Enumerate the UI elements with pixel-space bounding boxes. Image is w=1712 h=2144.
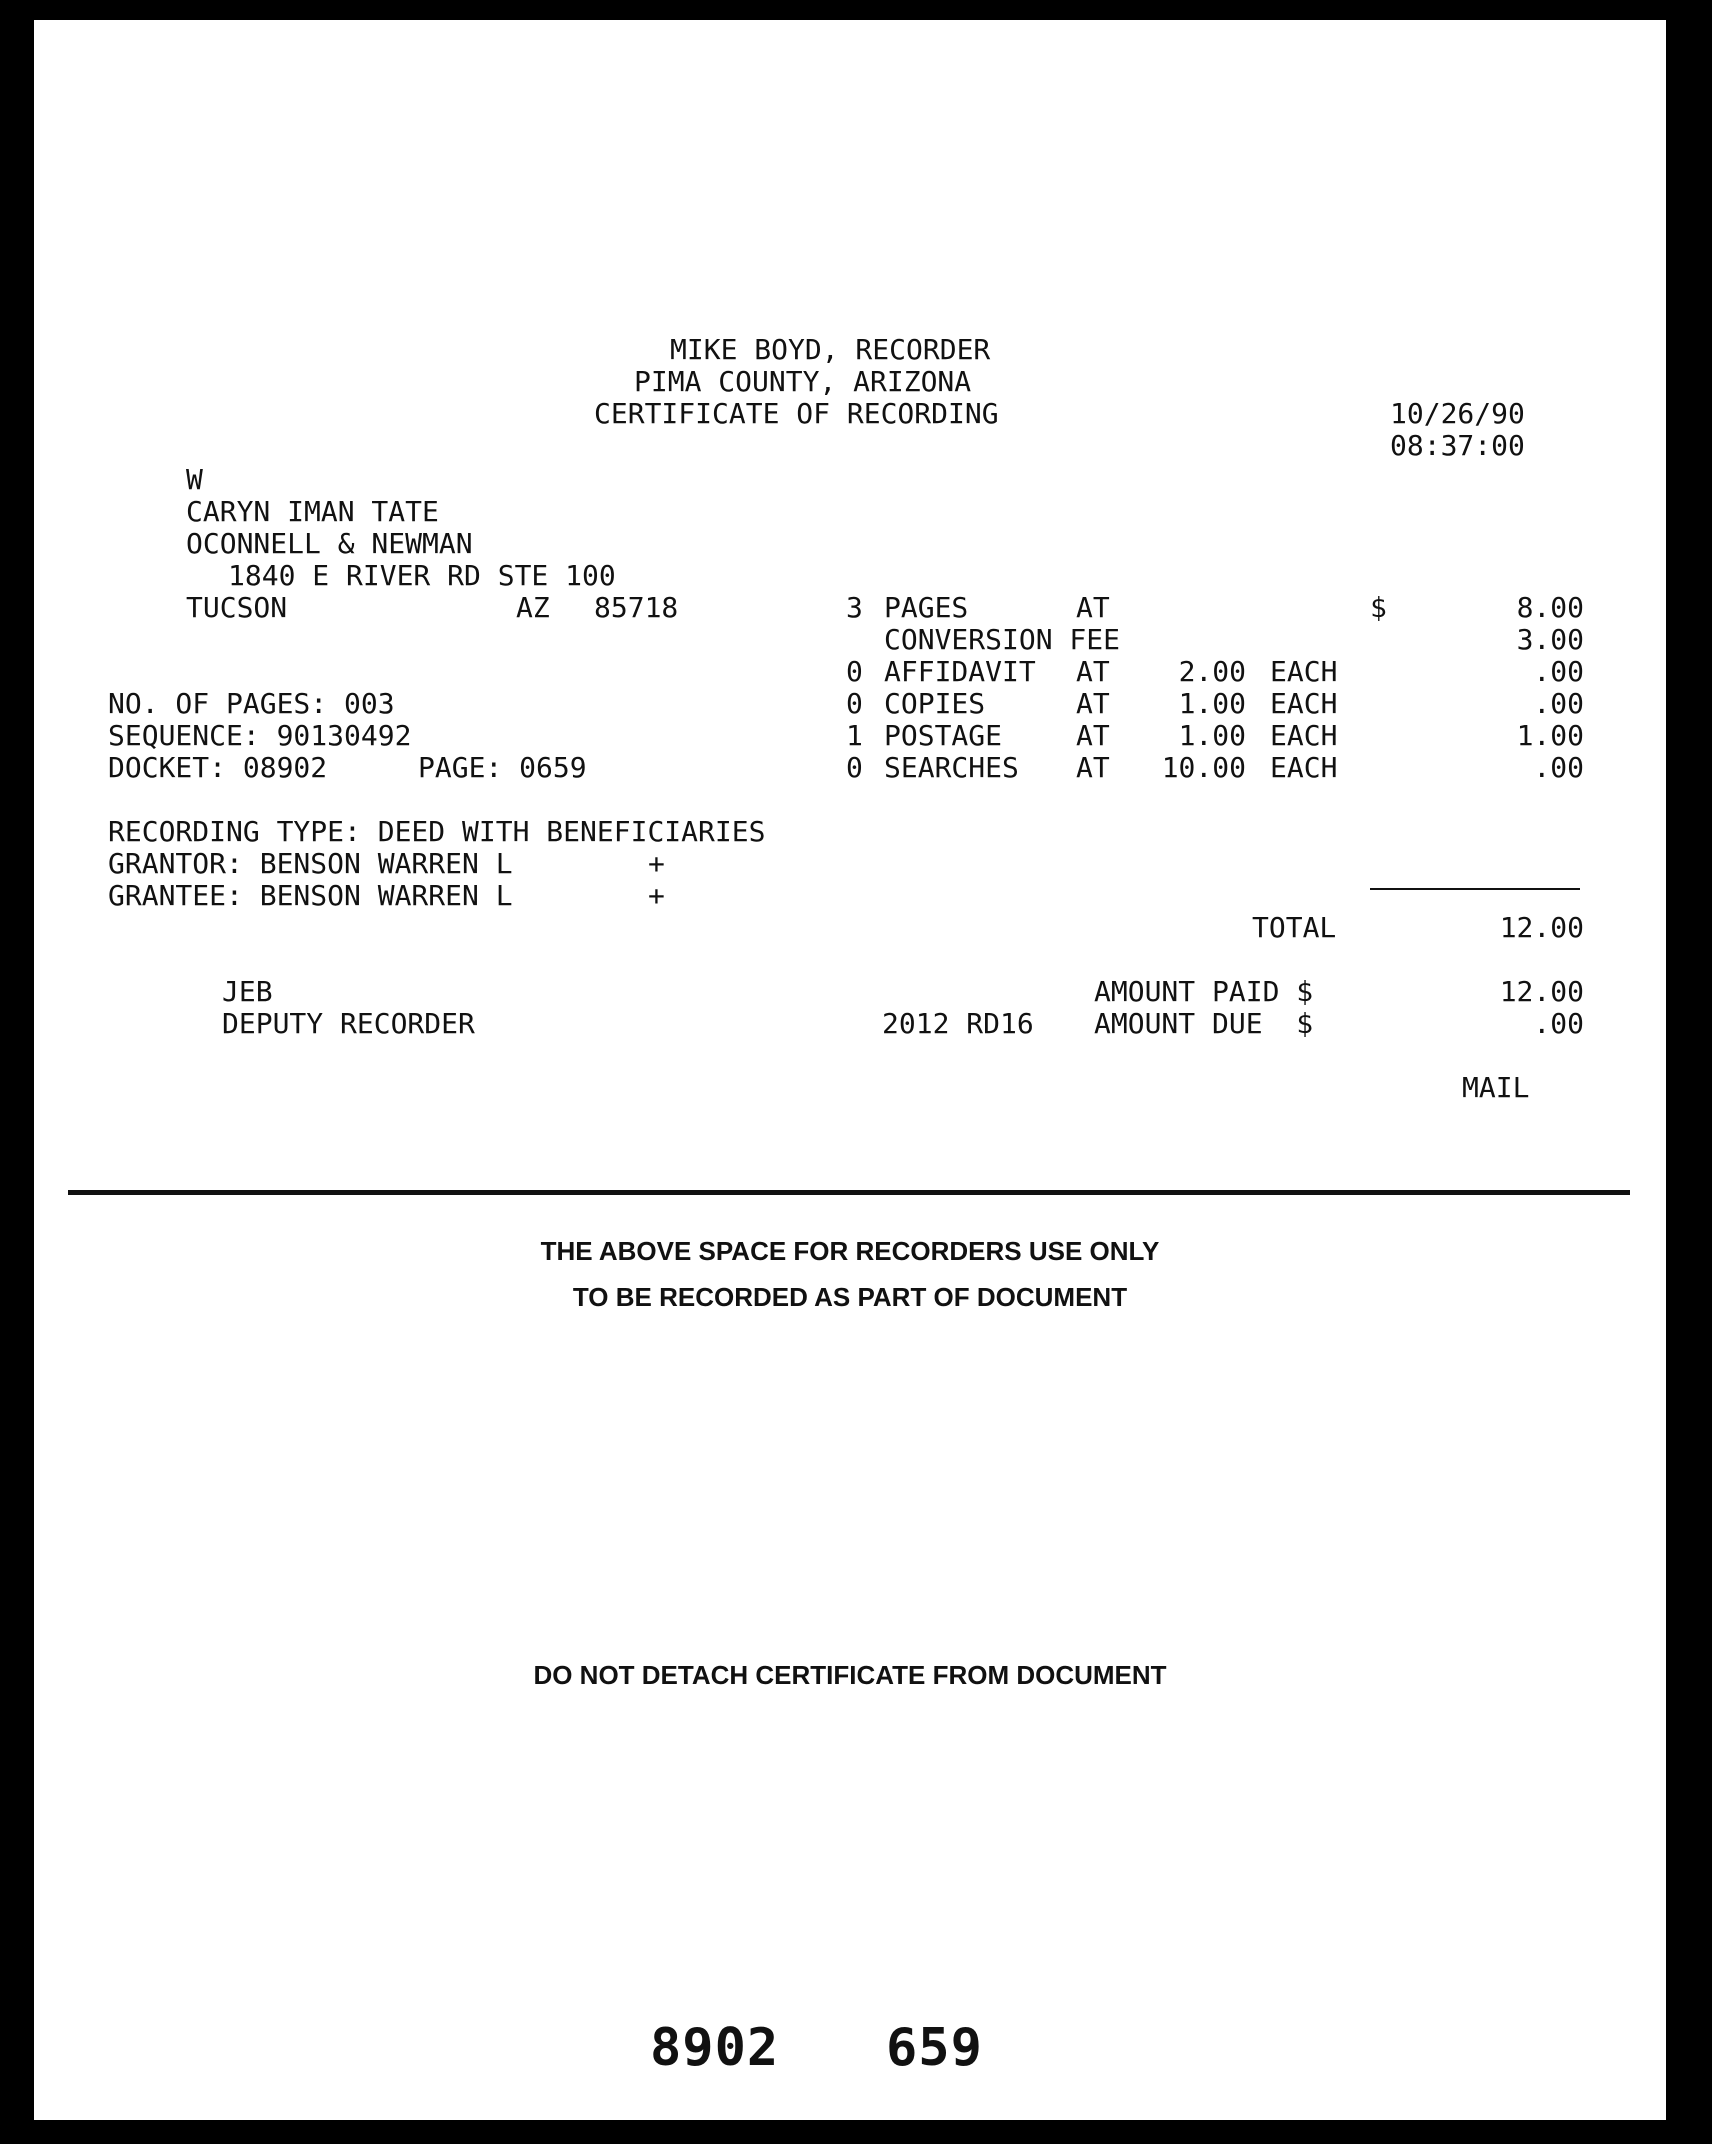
do-not-detach-notice: DO NOT DETACH CERTIFICATE FROM DOCUMENT: [533, 1660, 1167, 1690]
grantee-plus: +: [648, 879, 665, 912]
recorder-name: MIKE BOYD, RECORDER: [670, 333, 991, 366]
deputy-title: DEPUTY RECORDER: [222, 1007, 475, 1040]
register-code: 2012 RD16: [882, 1007, 1034, 1040]
fee-at: AT: [1076, 591, 1110, 624]
fee-amount: 3.00: [1516, 623, 1584, 656]
recording-type: RECORDING TYPE: DEED WITH BENEFICIARIES: [108, 815, 766, 848]
fee-rate: 1.00: [1178, 719, 1246, 752]
fee-at: AT: [1076, 751, 1110, 784]
docket-number: DOCKET: 08902: [108, 751, 328, 784]
total-label: TOTAL: [1252, 911, 1337, 944]
fee-each: EACH: [1270, 655, 1338, 688]
addressee-firm: OCONNELL & NEWMAN: [186, 527, 473, 560]
amount-due-label: AMOUNT DUE $: [1094, 1007, 1314, 1040]
fee-qty: 0: [846, 751, 863, 784]
fee-currency: $: [1370, 591, 1387, 624]
fee-rate: 1.00: [1178, 687, 1246, 720]
fee-amount: 8.00: [1516, 591, 1584, 624]
grantor-plus: +: [648, 847, 665, 880]
addressee-name: CARYN IMAN TATE: [186, 495, 439, 528]
grantee: GRANTEE: BENSON WARREN L: [108, 879, 513, 912]
addressee-street: 1840 E RIVER RD STE 100: [228, 559, 616, 592]
grantor: GRANTOR: BENSON WARREN L: [108, 847, 513, 880]
amount-paid-label: AMOUNT PAID $: [1094, 975, 1314, 1008]
amount-due: .00: [1533, 1007, 1584, 1040]
fee-at: AT: [1076, 655, 1110, 688]
fee-item: COPIES: [884, 687, 986, 720]
recorder-use-notice: THE ABOVE SPACE FOR RECORDERS USE ONLY: [540, 1236, 1160, 1266]
fee-item: CONVERSION FEE: [884, 623, 1121, 656]
fee-each: EACH: [1270, 687, 1338, 720]
fee-qty: 0: [846, 687, 863, 720]
deputy-initials: JEB: [222, 975, 273, 1008]
docket-page: PAGE: 0659: [418, 751, 587, 784]
amount-paid: 12.00: [1499, 975, 1584, 1008]
page-count: NO. OF PAGES: 003: [108, 687, 395, 720]
total-amount: 12.00: [1499, 911, 1584, 944]
fee-amount: .00: [1533, 655, 1584, 688]
certificate-page: [34, 20, 1666, 2120]
record-time: 08:37:00: [1390, 429, 1525, 462]
fee-amount: .00: [1533, 687, 1584, 720]
fee-amount: 1.00: [1516, 719, 1584, 752]
certificate-title: CERTIFICATE OF RECORDING: [594, 397, 999, 430]
addressee-code: W: [186, 463, 203, 496]
fee-qty: 1: [846, 719, 863, 752]
docket-stamp: 8902: [650, 2018, 780, 2078]
fee-each: EACH: [1270, 751, 1338, 784]
fee-item: SEARCHES: [884, 751, 1019, 784]
addressee-zip: 85718: [594, 591, 679, 624]
county-name: PIMA COUNTY, ARIZONA: [634, 365, 972, 398]
fee-qty: 3: [846, 591, 863, 624]
fee-each: EACH: [1270, 719, 1338, 752]
fee-at: AT: [1076, 687, 1110, 720]
fee-item: AFFIDAVIT: [884, 655, 1036, 688]
addressee-state: AZ: [516, 591, 550, 624]
fee-rate: 10.00: [1161, 751, 1246, 784]
fee-item: PAGES: [884, 591, 969, 624]
fee-amount: .00: [1533, 751, 1584, 784]
divider-line: [68, 1190, 1630, 1195]
fee-rate: 2.00: [1178, 655, 1246, 688]
fee-at: AT: [1076, 719, 1110, 752]
delivery-method: MAIL: [1462, 1071, 1530, 1104]
sequence-number: SEQUENCE: 90130492: [108, 719, 412, 752]
total-rule: [1370, 888, 1580, 890]
fee-qty: 0: [846, 655, 863, 688]
record-date: 10/26/90: [1390, 397, 1525, 430]
record-part-notice: TO BE RECORDED AS PART OF DOCUMENT: [572, 1282, 1128, 1312]
page-stamp: 659: [886, 2018, 983, 2078]
addressee-city: TUCSON: [186, 591, 288, 624]
fee-item: POSTAGE: [884, 719, 1003, 752]
